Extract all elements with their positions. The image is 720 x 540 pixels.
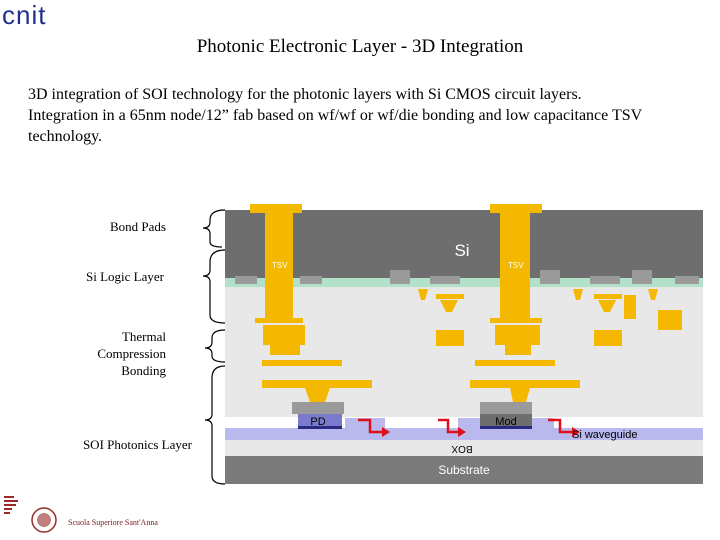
label-box: BOX: [451, 443, 473, 454]
body-line-1: 3D integration of SOI technology for the photonic layers with Si CMOS circuit layers.: [28, 86, 582, 103]
label-soi-photonics-layer: SOI Photonics Layer: [82, 437, 192, 452]
label-si-logic-layer: Si Logic Layer: [86, 269, 164, 284]
label-si: Si: [454, 241, 470, 260]
label-pd: PD: [310, 416, 326, 428]
label-thermal-compression-bonding: Thermal Compression Bonding: [97, 329, 166, 378]
cnit-logo: cnit: [2, 0, 47, 30]
waveguide-ridge-right: [458, 418, 480, 428]
layer-brackets: [203, 210, 225, 484]
footer-institution: Scuola Superiore Sant'Anna: [68, 518, 158, 527]
slide-title: Photonic Electronic Layer - 3D Integration: [196, 36, 524, 57]
body-line-2: Integration in a 65nm node/12” fab based on wf/wf or wf/die bonding and low capacitance TSV technology.: [28, 107, 642, 145]
label-mod: Mod: [495, 416, 517, 428]
label-tsv-left: TSV: [272, 261, 288, 270]
label-bond-pads: Bond Pads: [110, 219, 166, 234]
label-si-waveguide: Si waveguide: [572, 429, 638, 441]
sssa-emblem: [2, 494, 58, 538]
label-substrate: Substrate: [438, 463, 490, 477]
label-tsv-right: TSV: [508, 261, 524, 270]
si-logic-green-layer: [225, 278, 703, 287]
